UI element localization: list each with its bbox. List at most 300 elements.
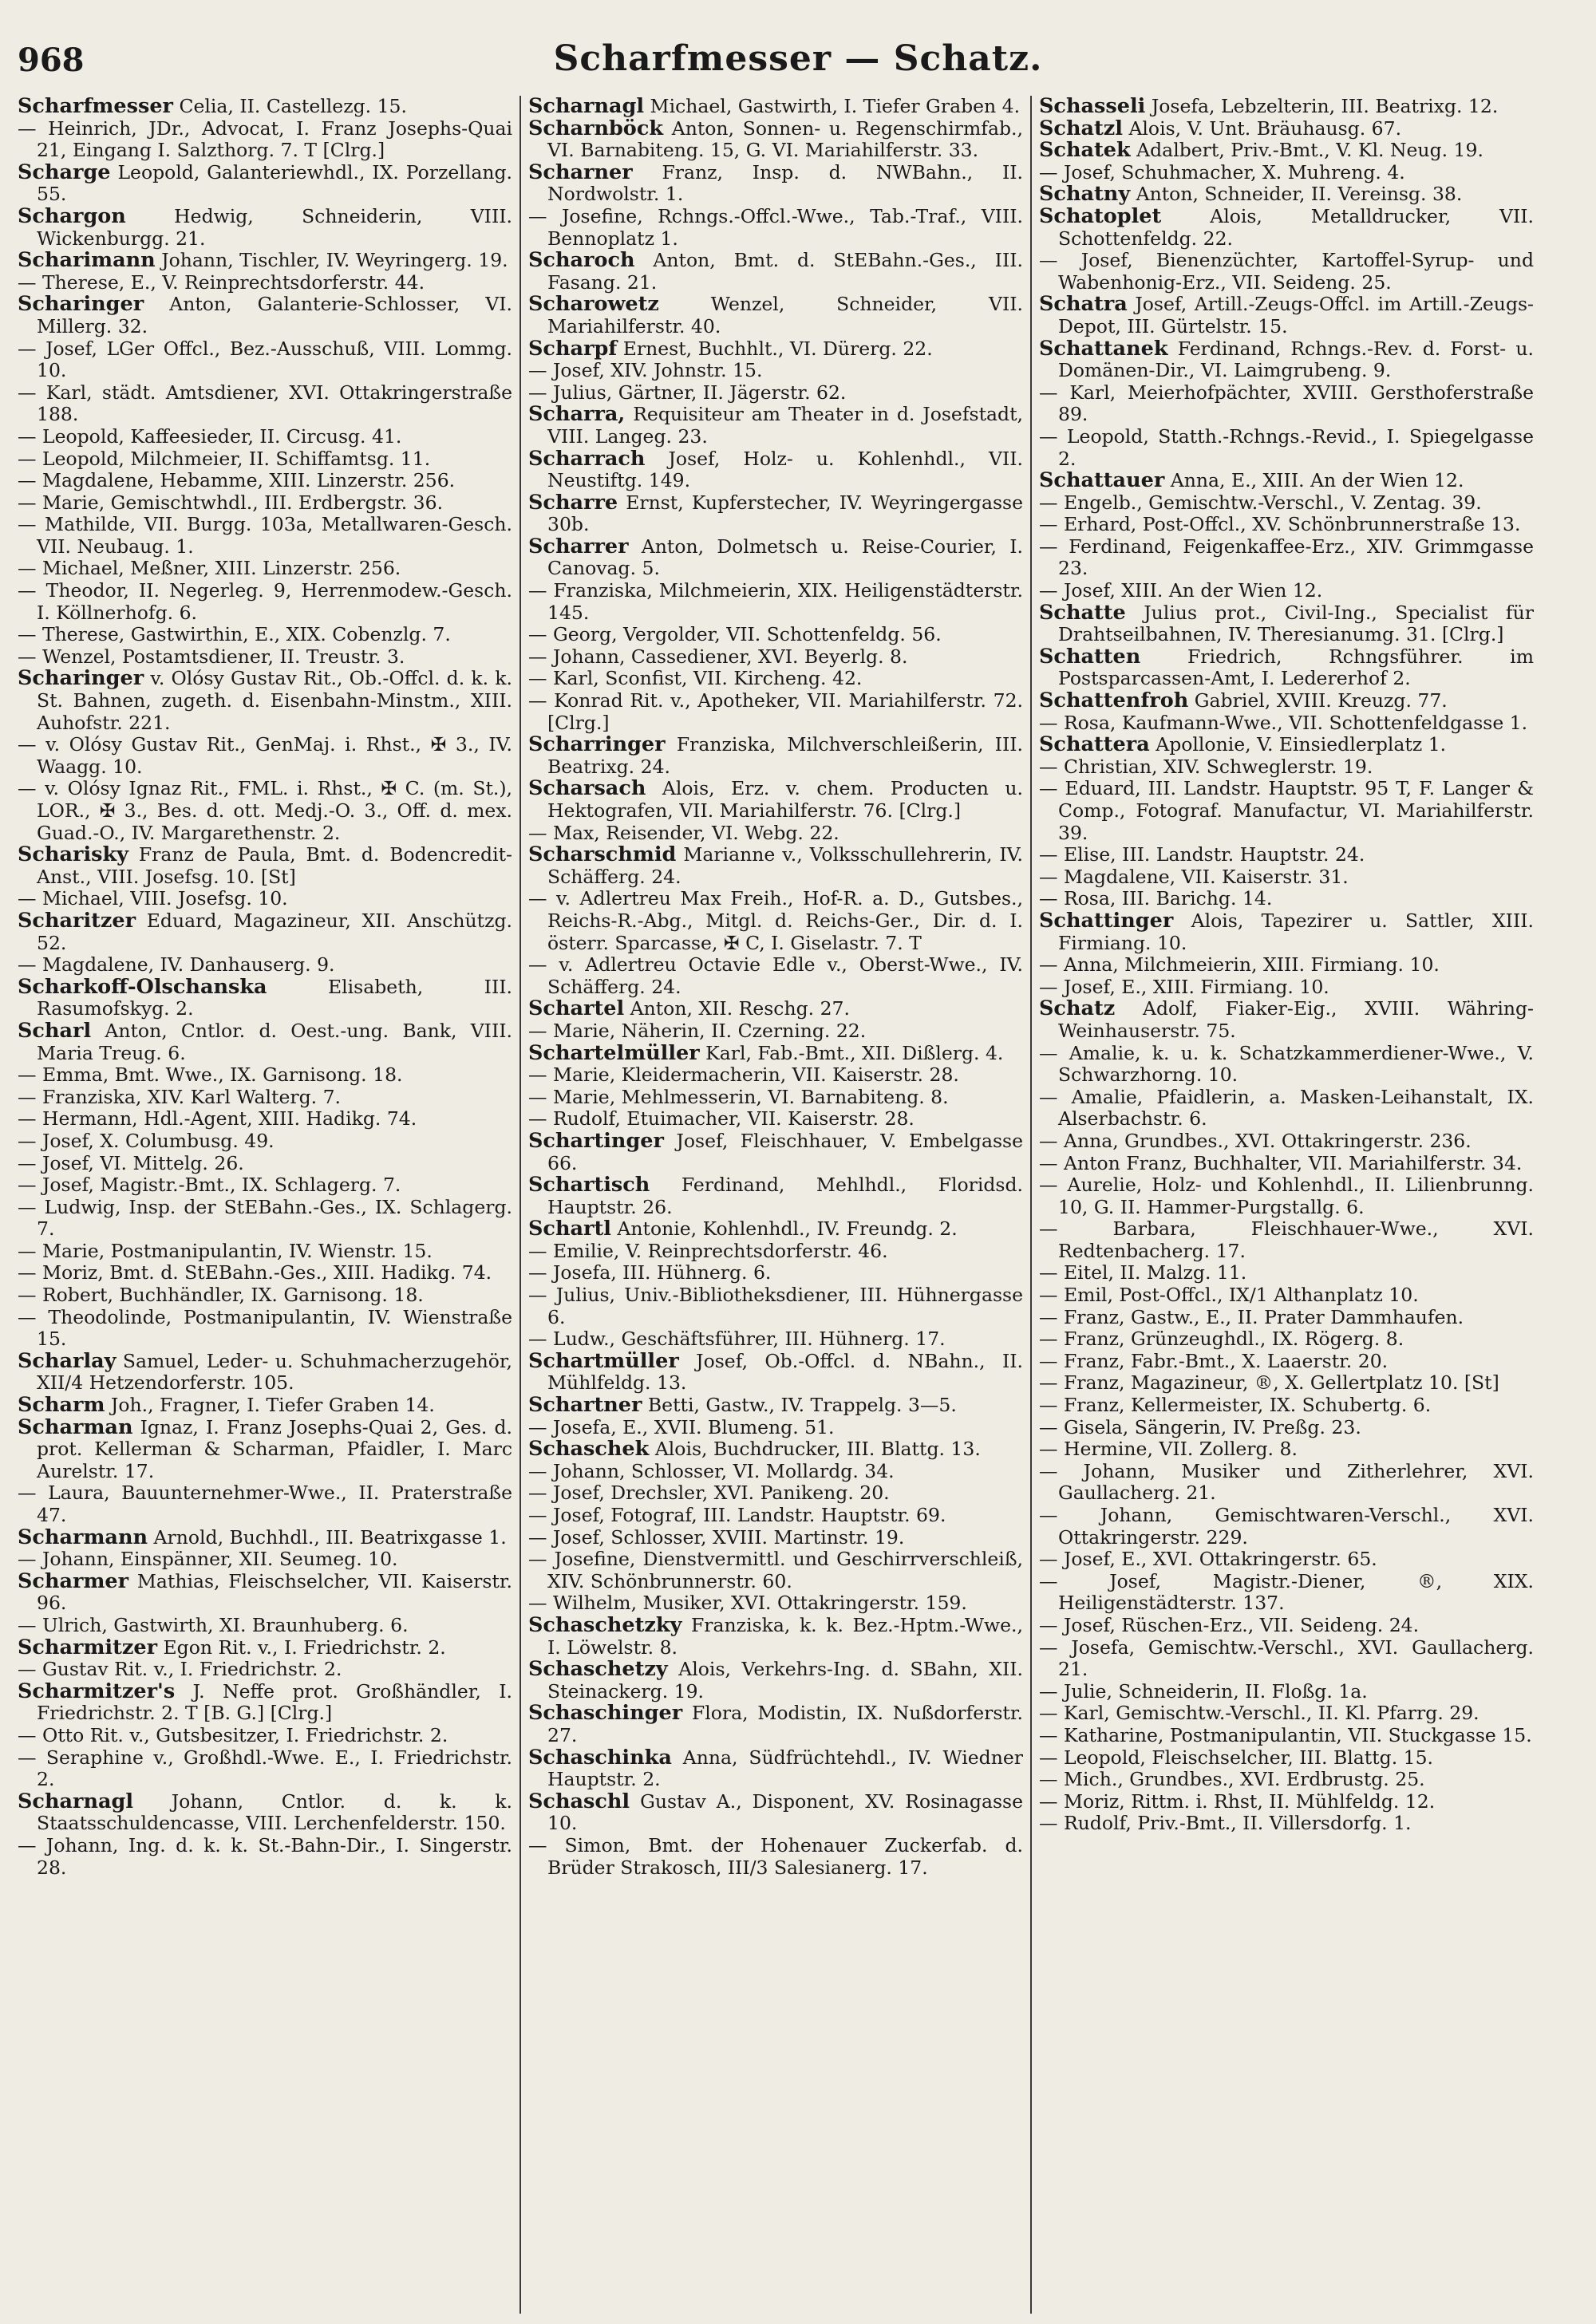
- directory-entry: [528, 382, 1023, 404]
- directory-entry: [528, 404, 1023, 448]
- entry-details: — Josef, Schlosser, XVIII. Martinstr. 19.: [528, 1525, 905, 1549]
- entry-surname: Schargon: [18, 203, 126, 228]
- entry-details: — Michael, Meßner, XIII. Linzerstr. 256.: [18, 557, 401, 580]
- directory-entry: [18, 668, 512, 734]
- entry-details: — Erhard, Post-Offcl., XV. Schönbrunnerstraße 13.: [1039, 513, 1521, 536]
- entry-details: Eduard, Magazineur, XII. Anschützg. 52.: [37, 909, 512, 954]
- entry-surname: Scharm: [18, 1393, 105, 1418]
- directory-entry: [1039, 1505, 1534, 1549]
- directory-entry: [528, 1241, 1023, 1263]
- directory-entry: [1039, 1262, 1534, 1284]
- entry-details: — Josefine, Rchngs.-Offcl.-Wwe., Tab.-Traf., VIII. Bennoplatz 1.: [528, 204, 1023, 250]
- directory-entry: [528, 1549, 1023, 1592]
- entry-details: Ignaz, I. Franz Josephs-Quai 2, Ges. d. prot. Kellerman & Scharman, Pfaidler, I. Marc Aurelstr. 17.: [37, 1415, 512, 1482]
- directory-entry: [528, 338, 1023, 361]
- page-number: 968: [18, 41, 85, 79]
- directory-entry: [528, 1328, 1023, 1351]
- directory-entry: [528, 1040, 1023, 1065]
- directory-entry: [1039, 1615, 1534, 1637]
- entry-surname: Scharisky: [18, 842, 128, 867]
- directory-entry: [528, 1461, 1023, 1483]
- entry-surname: Scharner: [528, 160, 633, 184]
- directory-entry: [1039, 536, 1534, 580]
- entry-details: — Ferdinand, Feigenkaffee-Erz., XIV. Grimmgasse 23.: [1039, 535, 1534, 580]
- directory-entry: [1039, 118, 1534, 140]
- directory-entry: [528, 1659, 1023, 1703]
- directory-entry: [18, 1681, 512, 1725]
- entry-details: — Franz, Magazineur, ®, X. Gellertplatz 10. [St]: [1039, 1371, 1499, 1395]
- entry-details: Ernst, Kupferstecher, IV. Weyringergasse 30b.: [547, 491, 1023, 536]
- directory-entry: [18, 844, 512, 888]
- entry-details: Alois, Tapezirer u. Sattler, XIII. Firmiang. 10.: [1058, 909, 1534, 954]
- entry-details: Josef, Artill.-Zeugs-Offcl. im Artill.-Zeugs-Depot, III. Gürtelstr. 15.: [1058, 293, 1534, 337]
- entry-details: Ernest, Buchhlt., VI. Dürerg. 22.: [622, 337, 933, 360]
- directory-entry: [18, 1835, 512, 1879]
- entry-surname: Scharnagl: [528, 96, 645, 118]
- directory-entry: [1039, 140, 1534, 162]
- entry-surname: Schartisch: [528, 1173, 650, 1198]
- entry-surname: Scharmann: [18, 1525, 148, 1549]
- entry-surname: Schattauer: [1039, 468, 1165, 493]
- column-2: [528, 96, 1023, 2314]
- directory-entry: [18, 1087, 512, 1109]
- entry-surname: Scharrach: [528, 446, 646, 471]
- entry-details: — Marie, Kleidermacherin, VII. Kaiserstr. 28.: [528, 1063, 959, 1087]
- directory-entry: [1039, 734, 1534, 756]
- directory-entry: [528, 1791, 1023, 1835]
- entry-details: — Josefa, Gemischtw.-Verschl., XVI. Gaullacherg. 21.: [1039, 1635, 1534, 1681]
- entry-details: — v. Adlertreu Max Freih., Hof-R. a. D., Gutsbes., Reichs-R.-Abg., Mitgl. d. Reichs-Ger., Dir. d. I. österr. Sparcasse, ✠ C, I. Giselastr. 7. T: [528, 887, 1023, 954]
- directory-entry: [528, 1174, 1023, 1218]
- entry-details: Requisiteur am Theater in d. Josefstadt, VIII. Langeg. 23.: [547, 403, 1023, 448]
- entry-details: — Theodor, II. Negerleg. 9, Herrenmodew.-Gesch. I. Köllnerhofg. 6.: [18, 579, 512, 624]
- entry-details: Celia, II. Castellezg. 15.: [179, 96, 407, 117]
- entry-details: — Josef, X. Columbusg. 49.: [18, 1129, 275, 1152]
- entry-surname: Scharkoff-Olschanska: [18, 974, 267, 999]
- entry-surname: Scharra,: [528, 402, 626, 427]
- directory-entry: [1039, 1725, 1534, 1747]
- entry-details: — Marie, Mehlmesserin, VI. Barnabiteng. 8.: [528, 1085, 949, 1108]
- directory-entry: [528, 580, 1023, 624]
- entry-details: — Josef, XIII. An der Wien 12.: [1039, 579, 1323, 602]
- directory-entry: [528, 1108, 1023, 1130]
- directory-entry: [18, 1725, 512, 1747]
- entry-details: v. Olósy Gustav Rit., Ob.-Offcl. d. k. k. St. Bahnen, zugeth. d. Eisenbahn-Minstm., XIII. Auhofstr. 221.: [37, 667, 512, 734]
- directory-entry: [18, 1348, 512, 1395]
- directory-entry: [1039, 1087, 1534, 1130]
- directory-entry: [18, 1482, 512, 1526]
- directory-entry: [18, 1197, 512, 1241]
- directory-entry: [18, 580, 512, 624]
- entry-details: Anton, Sonnen- u. Regenschirmfab., VI. Barnabiteng. 15, G. VI. Mariahilferstr. 33.: [547, 116, 1023, 162]
- entry-details: Franziska, Milchverschleißerin, III. Beatrixg. 24.: [547, 733, 1023, 778]
- entry-details: — Leopold, Statth.-Rchngs.-Revid., I. Spiegelgasse 2.: [1039, 424, 1534, 470]
- entry-surname: Scharman: [18, 1415, 133, 1439]
- directory-entry: [18, 1747, 512, 1791]
- directory-entry: [528, 1284, 1023, 1328]
- entry-details: Julius prot., Civil-Ing., Specialist für Drahtseilbahnen, IV. Theresianumg. 31. [Clrg.]: [1058, 601, 1534, 646]
- entry-details: — Katharine, Postmanipulantin, VII. Stuckgasse 15.: [1039, 1723, 1532, 1746]
- entry-details: — Josef, Fotograf, III. Landstr. Hauptstr. 69.: [528, 1504, 946, 1526]
- entry-surname: Schatoplet: [1039, 203, 1162, 228]
- entry-details: Antonie, Kohlenhdl., IV. Freundg. 2.: [617, 1217, 958, 1241]
- directory-entry: [528, 1505, 1023, 1527]
- entry-details: — Johann, Schlosser, VI. Mollardg. 34.: [528, 1459, 895, 1482]
- entry-details: — Johann, Cassediener, XVI. Beyerlg. 8.: [528, 645, 908, 668]
- directory-entry: [18, 96, 512, 118]
- directory-entry: [18, 426, 512, 448]
- entry-details: — Michael, VIII. Josefsg. 10.: [18, 887, 288, 910]
- directory-entry: [1039, 602, 1534, 646]
- directory-entry: [528, 360, 1023, 382]
- directory-entry: [528, 162, 1023, 206]
- entry-details: — Karl, Sconfist, VII. Kircheng. 42.: [528, 667, 863, 690]
- directory-entry: [528, 734, 1023, 778]
- entry-surname: Schaschek: [528, 1437, 650, 1462]
- entry-details: Michael, Gastwirth, I. Tiefer Graben 4.: [650, 96, 1021, 117]
- directory-entry: [1039, 1130, 1534, 1153]
- directory-entry: [528, 690, 1023, 734]
- directory-entry: [528, 998, 1023, 1020]
- directory-entry: [1039, 1284, 1534, 1307]
- entry-details: — Mathilde, VII. Burgg. 103a, Metallwaren-Gesch. VII. Neubaug. 1.: [18, 513, 512, 558]
- directory-entry: [1039, 954, 1534, 977]
- directory-entry: [1039, 866, 1534, 889]
- directory-entry: [1039, 580, 1534, 602]
- entry-details: Ferdinand, Rchngs.-Rev. d. Forst- u. Domänen-Dir., VI. Laimgrubeng. 9.: [1058, 337, 1534, 382]
- directory-entry: [528, 96, 1023, 118]
- entry-details: — Ludwig, Insp. der StEBahn.-Ges., IX. Schlagerg. 7.: [18, 1195, 512, 1241]
- entry-details: — Julius, Univ.-Bibliotheksdiener, III. Hühnergasse 6.: [528, 1284, 1023, 1328]
- entry-details: Johann, Cntlor. d. k. k. Staatsschuldencasse, VIII. Lerchenfelderstr. 150.: [37, 1789, 512, 1835]
- directory-entry: [528, 536, 1023, 580]
- directory-entry: [528, 823, 1023, 845]
- entry-details: Arnold, Buchhdl., III. Beatrixgasse 1.: [153, 1525, 507, 1549]
- entry-details: — Max, Reisender, VI. Webg. 22.: [528, 821, 839, 844]
- entry-surname: Schaschinka: [528, 1745, 672, 1770]
- entry-details: — Johann, Gemischtwaren-Verschl., XVI. Ottakringerstr. 229.: [1039, 1504, 1534, 1549]
- entry-details: — Anna, Milchmeierin, XIII. Firmiang. 10.: [1039, 953, 1440, 977]
- entry-details: — Franz, Fabr.-Bmt., X. Laaerstr. 20.: [1039, 1349, 1389, 1372]
- directory-entry: [528, 954, 1023, 998]
- directory-entry: [1039, 1307, 1534, 1329]
- directory-entry: [1039, 1461, 1534, 1505]
- directory-entry: [18, 646, 512, 669]
- entry-details: — Rudolf, Priv.-Bmt., II. Villersdorfg. 1.: [1039, 1812, 1412, 1835]
- entry-details: — Franziska, Milchmeierin, XIX. Heiligenstädterstr. 145.: [528, 579, 1023, 624]
- entry-surname: Scharschmid: [528, 842, 677, 867]
- entry-details: — Josef, Rüschen-Erz., VII. Seideng. 24.: [1039, 1613, 1420, 1636]
- entry-surname: Schartel: [528, 996, 625, 1021]
- entry-details: — Leopold, Kaffeesieder, II. Circusg. 41.: [18, 424, 402, 448]
- entry-details: — Josef, LGer Offcl., Bez.-Ausschuß, VIII. Lommg. 10.: [18, 337, 512, 382]
- entry-surname: Scharinger: [18, 666, 144, 691]
- entry-details: — v. Adlertreu Octavie Edle v., Oberst-Wwe., IV. Schäfferg. 24.: [528, 953, 1023, 998]
- entry-details: Wenzel, Schneider, VII. Mariahilferstr. 40.: [547, 293, 1023, 337]
- directory-entry: [1039, 844, 1534, 866]
- entry-surname: Scharmitzer's: [18, 1679, 176, 1703]
- entry-details: — Hermine, VII. Zollerg. 8.: [1039, 1438, 1298, 1461]
- entry-details: Alois, Metalldrucker, VII. Schottenfeldg. 22.: [1058, 204, 1534, 250]
- directory-entry: [528, 1020, 1023, 1043]
- entry-details: Anton, Bmt. d. StEBahn.-Ges., III. Fasang. 21.: [547, 249, 1023, 294]
- directory-entry: [1039, 1769, 1534, 1791]
- directory-entry: [1039, 1549, 1534, 1571]
- entry-surname: Scharringer: [528, 732, 666, 757]
- entry-details: Alois, V. Unt. Bräuhausg. 67.: [1128, 116, 1402, 140]
- directory-entry: [1039, 1813, 1534, 1835]
- entry-details: — Barbara, Fleischhauer-Wwe., XVI. Redtenbacherg. 17.: [1039, 1217, 1534, 1262]
- directory-entry: [18, 1395, 512, 1417]
- entry-details: Apollonie, V. Einsiedlerplatz 1.: [1156, 733, 1447, 756]
- directory-entry: [18, 954, 512, 977]
- directory-entry: [1039, 756, 1534, 779]
- entry-details: — Josef, Magistr.-Diener, ®, XIX. Heiligenstädterstr. 137.: [1039, 1569, 1534, 1615]
- entry-details: — Hermann, Hdl.-Agent, XIII. Hadikg. 74.: [18, 1107, 417, 1130]
- entry-details: — Therese, Gastwirthin, E., XIX. Cobenzlg. 7.: [18, 623, 451, 646]
- entry-details: — Ludw., Geschäftsführer, III. Hühnerg. 17.: [528, 1328, 946, 1351]
- entry-details: — Eitel, II. Malzg. 11.: [1039, 1261, 1247, 1284]
- entry-details: — Josef, XIV. Johnstr. 15.: [528, 359, 763, 382]
- entry-surname: Schaschetzy: [528, 1657, 668, 1682]
- entry-details: — Franz, Gastw., E., II. Prater Dammhaufen.: [1039, 1305, 1464, 1328]
- entry-details: — Karl, städt. Amtsdiener, XVI. Ottakringerstraße 188.: [18, 381, 512, 426]
- directory-entry: [18, 338, 512, 382]
- entry-surname: Scharpf: [528, 336, 618, 361]
- directory-entry: [18, 1262, 512, 1284]
- directory-entry: [18, 1174, 512, 1197]
- directory-entry: [1039, 96, 1534, 118]
- directory-entry: [528, 118, 1023, 162]
- entry-surname: Scharowetz: [528, 292, 659, 317]
- directory-entry: [1039, 203, 1534, 250]
- directory-entry: [18, 1417, 512, 1483]
- entry-details: — Elise, III. Landstr. Hauptstr. 24.: [1039, 843, 1365, 866]
- directory-entry: [528, 668, 1023, 690]
- directory-entry: [528, 1438, 1023, 1461]
- entry-details: Franz de Paula, Bmt. d. Bodencredit-Anst., VIII. Josefsg. 10. [St]: [37, 843, 512, 888]
- entry-details: — Seraphine v., Großhdl.-Wwe. E., I. Friedrichstr. 2.: [18, 1746, 512, 1791]
- directory-entry: [1039, 1153, 1534, 1175]
- directory-entry: [528, 250, 1023, 294]
- entry-details: Gabriel, XVIII. Kreuzg. 77.: [1194, 689, 1448, 712]
- entry-surname: Schaschinger: [528, 1701, 683, 1726]
- directory-entry: [1039, 1571, 1534, 1615]
- directory-entry: [18, 1284, 512, 1307]
- entry-details: — Robert, Buchhändler, IX. Garnisong. 18.: [18, 1284, 424, 1307]
- entry-details: — Karl, Meierhofpächter, XVIII. Gersthoferstraße 89.: [1039, 381, 1534, 426]
- entry-details: Anton, Schneider, II. Vereinsg. 38.: [1136, 183, 1463, 206]
- entry-surname: Schatra: [1039, 292, 1128, 317]
- entry-surname: Scharoch: [528, 248, 635, 273]
- entry-details: Karl, Fab.-Bmt., XII. Dißlerg. 4.: [705, 1041, 1004, 1064]
- directory-entry: [18, 272, 512, 294]
- entry-details: — Franz, Grünzeughdl., IX. Rögerg. 8.: [1039, 1328, 1404, 1351]
- directory-entry: [1039, 1043, 1534, 1087]
- entry-surname: Scharimann: [18, 248, 156, 273]
- directory-entry: [528, 1703, 1023, 1746]
- directory-entry: [18, 118, 512, 162]
- entry-details: — Emil, Post-Offcl., IX/1 Althanplatz 10.: [1039, 1284, 1419, 1307]
- directory-entry: [1039, 426, 1534, 470]
- directory-entry: [18, 294, 512, 337]
- entry-surname: Schaschl: [528, 1789, 630, 1813]
- directory-entry: [1039, 1681, 1534, 1703]
- directory-entry: [528, 1592, 1023, 1615]
- entry-details: — Laura, Bauunternehmer-Wwe., II. Praterstraße 47.: [18, 1482, 512, 1526]
- entry-details: Josefa, Lebzelterin, III. Beatrixg. 12.: [1151, 96, 1499, 117]
- entry-surname: Schartl: [528, 1217, 611, 1241]
- directory-entry: [1039, 690, 1534, 712]
- directory-entry: [1039, 1395, 1534, 1417]
- directory-entry: [1039, 294, 1534, 337]
- entry-details: Alois, Erz. v. chem. Producten u. Hektografen, VII. Mariahilferstr. 76. [Clrg.]: [547, 777, 1023, 822]
- directory-entry: [18, 162, 512, 206]
- entry-surname: Schattenfroh: [1039, 689, 1189, 713]
- directory-entry: [1039, 646, 1534, 690]
- entry-surname: Schartmüller: [528, 1348, 679, 1373]
- directory-entry: [1039, 1218, 1534, 1262]
- column-divider: [1030, 96, 1032, 2314]
- entry-details: — Magdalene, IV. Danhauserg. 9.: [18, 953, 335, 977]
- directory-entry: [1039, 514, 1534, 536]
- entry-surname: Scharmitzer: [18, 1635, 158, 1659]
- directory-entry: [528, 1482, 1023, 1505]
- entry-details: Anton, XII. Reschg. 27.: [630, 997, 850, 1020]
- directory-entry: [1039, 1174, 1534, 1218]
- entry-details: — Eduard, III. Landstr. Hauptstr. 95 T, F. Langer & Comp., Fotograf. Manufactur, VI. Mariahilferstr. 39.: [1039, 777, 1534, 844]
- entry-details: — Josef, Schuhmacher, X. Muhreng. 4.: [1039, 160, 1405, 183]
- directory-entry: [18, 910, 512, 954]
- entry-details: — Moriz, Rittm. i. Rhst, II. Mühlfeldg. 12.: [1039, 1789, 1436, 1813]
- directory-entry: [528, 624, 1023, 646]
- directory-entry: [528, 1348, 1023, 1395]
- directory-entry: [528, 1612, 1023, 1659]
- entry-details: — Johann, Ing. d. k. k. St.-Bahn-Dir., I. Singerstr. 28.: [18, 1833, 512, 1879]
- entry-details: — Gustav Rit. v., I. Friedrichstr. 2.: [18, 1658, 342, 1681]
- entry-surname: Scharl: [18, 1018, 92, 1043]
- entry-details: — Josef, Bienenzüchter, Kartoffel-Syrup- und Wabenhonig-Erz., VII. Seideng. 25.: [1039, 249, 1534, 294]
- entry-details: — Magdalene, VII. Kaiserstr. 31.: [1039, 865, 1349, 888]
- entry-surname: Scharnböck: [528, 116, 664, 140]
- directory-entry: [1039, 162, 1534, 184]
- directory-entry: [18, 1153, 512, 1175]
- directory-entry: [1039, 998, 1534, 1042]
- page-title: Scharfmesser — Schatz.: [553, 38, 1043, 79]
- entry-details: Anton, Cntlor. d. Oest.-ung. Bank, VIII. Maria Treug. 6.: [37, 1019, 512, 1064]
- entry-details: — v. Olósy Gustav Rit., GenMaj. i. Rhst., ✠ 3., IV. Waagg. 10.: [18, 733, 512, 778]
- directory-entry: [528, 1087, 1023, 1109]
- directory-entry: [528, 778, 1023, 822]
- directory-entry: [528, 448, 1023, 492]
- entry-details: Samuel, Leder- u. Schuhmacherzugehör, XII/4 Hetzendorferstr. 105.: [37, 1349, 512, 1395]
- directory-entry: [18, 1659, 512, 1681]
- directory-entry: [1039, 1637, 1534, 1681]
- entry-surname: Schartner: [528, 1393, 642, 1418]
- entry-details: — Marie, Näherin, II. Czerning. 22.: [528, 1019, 867, 1042]
- entry-details: — Gisela, Sängerin, IV. Preßg. 23.: [1039, 1415, 1361, 1438]
- entry-surname: Schartinger: [528, 1128, 664, 1153]
- directory-entry: [528, 888, 1023, 954]
- entry-details: Joh., Fragner, I. Tiefer Graben 14.: [110, 1394, 435, 1417]
- entry-details: — Wenzel, Postamtsdiener, II. Treustr. 3.: [18, 645, 405, 668]
- entry-details: — Konrad Rit. v., Apotheker, VII. Mariahilferstr. 72. [Clrg.]: [528, 689, 1023, 734]
- directory-entry: [528, 1262, 1023, 1284]
- directory-entry: [528, 206, 1023, 250]
- page-header: [0, 32, 1596, 88]
- directory-entry: [18, 514, 512, 558]
- entry-details: Friedrich, Rchngsführer. im Postsparcassen-Amt, I. Ledererhof 2.: [1058, 645, 1534, 690]
- directory-entry: [528, 1835, 1023, 1879]
- directory-entry: [1039, 338, 1534, 382]
- directory-entry: [1039, 1791, 1534, 1813]
- entry-surname: Schattanek: [1039, 336, 1168, 361]
- entry-details: — Theodolinde, Postmanipulantin, IV. Wienstraße 15.: [18, 1305, 512, 1351]
- directory-entry: [18, 734, 512, 778]
- entry-details: Adalbert, Priv.-Bmt., V. Kl. Neug. 19.: [1136, 139, 1483, 162]
- directory-entry: [528, 1417, 1023, 1439]
- entry-details: — Rudolf, Etuimacher, VII. Kaiserstr. 28.: [528, 1107, 915, 1130]
- entry-details: Alois, Buchdrucker, III. Blattg. 13.: [654, 1438, 981, 1461]
- entry-surname: Schattera: [1039, 732, 1150, 757]
- entry-surname: Schasseli: [1039, 96, 1146, 118]
- entry-details: — Anton Franz, Buchhalter, VII. Mariahilferstr. 34.: [1039, 1151, 1523, 1174]
- entry-details: — Rosa, III. Barichg. 14.: [1039, 887, 1273, 910]
- directory-entry: [1039, 712, 1534, 735]
- entry-details: — Simon, Bmt. der Hohenauer Zuckerfab. d. Brüder Strakosch, III/3 Salesianerg. 17.: [528, 1833, 1023, 1879]
- directory-entry: [1039, 470, 1534, 492]
- entry-details: — Mich., Grundbes., XVI. Erdbrustg. 25.: [1039, 1768, 1425, 1791]
- directory-entry: [18, 1108, 512, 1130]
- directory-entry: [18, 470, 512, 492]
- entry-details: — Franziska, XIV. Karl Walterg. 7.: [18, 1085, 342, 1108]
- entry-surname: Schartelmüller: [528, 1040, 700, 1065]
- entry-details: — Leopold, Fleischselcher, III. Blattg. 15.: [1039, 1746, 1434, 1769]
- entry-surname: Schatzl: [1039, 116, 1123, 140]
- directory-entry: [528, 1395, 1023, 1417]
- entry-details: Gustav A., Disponent, XV. Rosinagasse 10.: [547, 1789, 1023, 1835]
- entry-details: — Josefa, E., XVII. Blumeng. 51.: [528, 1415, 835, 1438]
- directory-entry: [528, 1130, 1023, 1174]
- entry-surname: Scharre: [528, 490, 618, 515]
- entry-details: Adolf, Fiaker-Eig., XVIII. Währing-Weinhauserstr. 75.: [1058, 997, 1534, 1042]
- entry-details: — Moriz, Bmt. d. StEBahn.-Ges., XIII. Hadikg. 74.: [18, 1261, 492, 1284]
- directory-entry: [1039, 1351, 1534, 1373]
- directory-entry: [18, 558, 512, 580]
- directory-entry: [18, 250, 512, 272]
- entry-details: Ferdinand, Mehlhdl., Floridsd. Hauptstr. 26.: [547, 1174, 1023, 1218]
- entry-details: Betti, Gastw., IV. Trappelg. 3—5.: [647, 1394, 957, 1417]
- directory-entry: [528, 492, 1023, 536]
- entry-details: — Marie, Gemischtwhdl., III. Erdbergstr. 36.: [18, 491, 444, 514]
- directory-entry: [1039, 1328, 1534, 1351]
- directory-entry: [528, 1064, 1023, 1087]
- entry-details: Josef, Fleischhauer, V. Embelgasse 66.: [547, 1129, 1023, 1174]
- entry-details: — Emma, Bmt. Wwe., IX. Garnisong. 18.: [18, 1063, 403, 1087]
- entry-details: — Otto Rit. v., Gutsbesitzer, I. Friedrichstr. 2.: [18, 1723, 448, 1746]
- entry-surname: Schatz: [1039, 996, 1116, 1021]
- entry-details: — Amalie, k. u. k. Schatzkammerdiener-Wwe., V. Schwarzhorng. 10.: [1039, 1041, 1534, 1087]
- entry-details: Franz, Insp. d. NWBahn., II. Nordwolstr. 1.: [547, 160, 1023, 206]
- entry-details: — v. Olósy Ignaz Rit., FML. i. Rhst., ✠ C. (m. St.), LOR., ✠ 3., Bes. d. ott. Medj.-O. 3., Off. d. mex. Guad.-O., IV. Margarethenstr. 2.: [18, 777, 512, 844]
- entry-surname: Schatte: [1039, 600, 1126, 625]
- directory-entry: [18, 1130, 512, 1153]
- entry-details: — Magdalene, Hebamme, XIII. Linzerstr. 256.: [18, 469, 456, 492]
- entry-surname: Scharinger: [18, 292, 144, 317]
- directory-entry: [18, 974, 512, 1020]
- directory-entry: [1039, 1438, 1534, 1461]
- entry-details: — Anna, Grundbes., XVI. Ottakringerstr. 236.: [1039, 1129, 1472, 1152]
